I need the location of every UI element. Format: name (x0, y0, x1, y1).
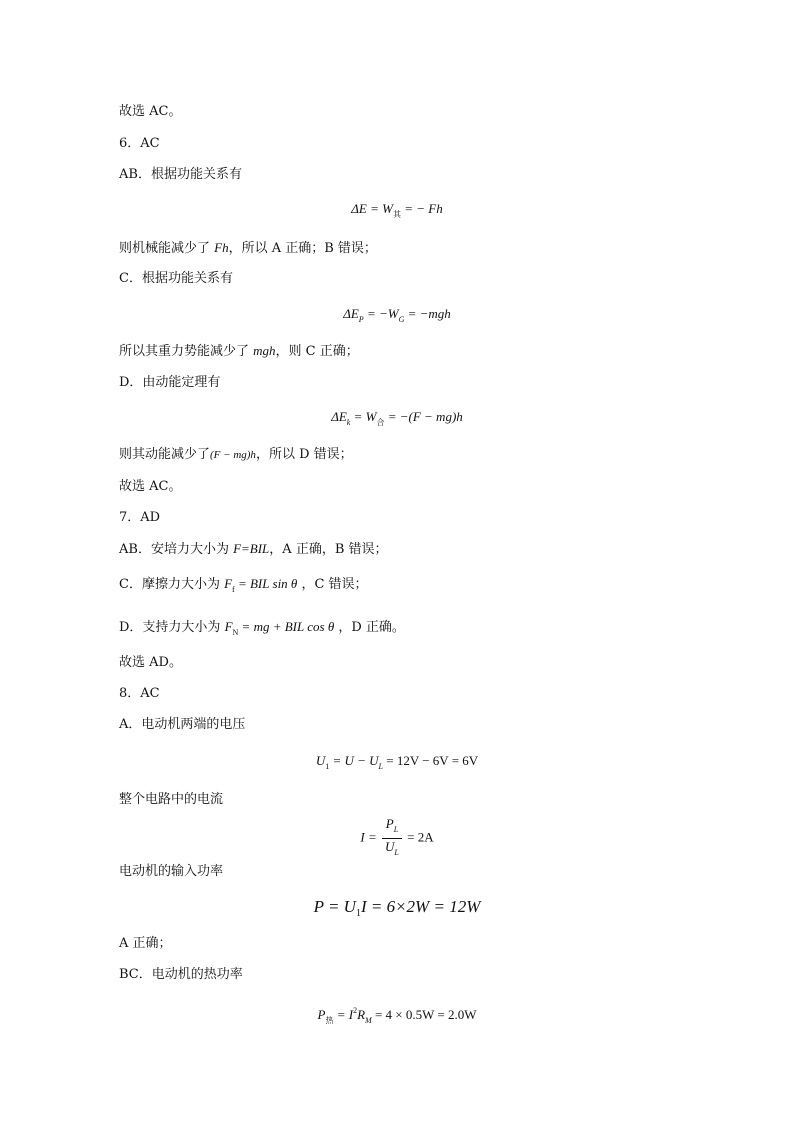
text-line: 故选 AC。 (119, 479, 182, 494)
text-line: 则其动能减少了(F − mg)h，所以 D 错误； (119, 447, 353, 462)
text-line: D．由动能定理有 (119, 375, 221, 390)
text-line: 故选 AD。 (119, 655, 182, 670)
equation-current: I = $\frac{P_L}{U_L}$ = 2A (0, 816, 794, 861)
text-line: BC．电动机的热功率 (119, 967, 243, 982)
equation-heat-power: $P_热 = I^2R_M = 4 \times 0.5W = 2.0W$ (317, 1006, 477, 1025)
equation-motor-voltage: $U_1 = U - U_L = 12V - 6V = 6V$ (315, 753, 479, 771)
text-line: 所以其重力势能减少了 mgh，则 C 正确； (119, 343, 359, 359)
text-line: 整个电路中的电流 (119, 792, 224, 807)
equation-energy-change: $\Delta E = W_其$ = − Fh (351, 201, 443, 219)
text-line: AB．安培力大小为 F=BIL，A 正确，B 错误； (119, 541, 388, 557)
text-line: AB．根据功能关系有 (119, 167, 242, 182)
text-line: A．电动机两端的电压 (119, 717, 246, 732)
question-number: 8．AC (119, 686, 160, 701)
fraction: $\frac{P_L}{U_L}$ (382, 816, 402, 861)
equation-input-power: $P = U_1I = 6\times 2W = 12W$ (313, 897, 481, 919)
text-line: A 正确； (119, 936, 172, 951)
text-line: 电动机的输入功率 (119, 864, 224, 879)
text-line: D．支持力大小为 $F_N$ = mg + BIL cos θ ，D 正确。 (119, 619, 405, 637)
equation-kinetic-energy: $\Delta E_k = W_合 = -(F - mg)h$ (331, 409, 463, 427)
text-line: C．摩擦力大小为 $F_f$ = BIL sin θ ，C 错误； (119, 576, 368, 594)
question-number: 7．AD (119, 510, 161, 525)
text-line: 则机械能减少了 Fh，所以 A 正确；B 错误； (119, 240, 377, 256)
text-line: C．根据功能关系有 (119, 271, 233, 286)
text-line: 故选 AC。 (119, 104, 182, 119)
equation-potential-energy: $\Delta E_P = -W_G = -mgh$ (343, 306, 451, 324)
question-number: 6．AC (119, 136, 160, 151)
